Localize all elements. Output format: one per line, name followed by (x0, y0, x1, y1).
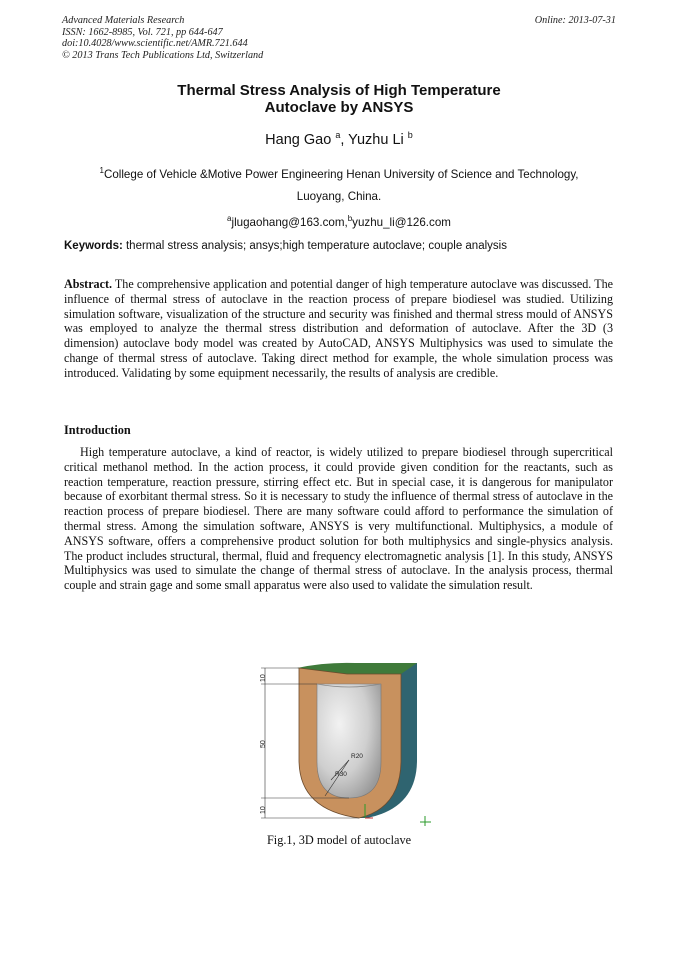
introduction-paragraph: High temperature autoclave, a kind of reactor, is widely utilized to prepare biodiesel through supercritical critical methanol method. In the action process, it could provide given condition for the reactants, such as reaction temperature, reaction pressure, stirring effect etc. But in special case, it is dangerous for manipulator because of exorbitant thermal stress. So it is necessary to study the influence of thermal stress of autoclave in the reaction process of prepare biodiesel. There are many software could afford to performance the simulation of thermal stress. Among the simulation software, ANSYS is very multifunctional. Multiphysics, a module of ANSYS software, offers a comprehensive product solution for both multiphysics and single-physics analysis. The product includes structural, thermal, fluid and frequency electromagnetic analysis [1]. In this study, ANSYS Multiphysics was used to simulate the change of thermal stress of autoclave. In the analysis process, thermal couple and strain gage and some small apparatus were also used to validate the simulation result. (64, 445, 613, 593)
dimension-label-top: 10 (260, 674, 267, 682)
keywords (64, 240, 624, 252)
online-date: Online: 2013-07-31 (534, 15, 616, 26)
page-header (62, 15, 616, 61)
dimension-label-bottom: 10 (260, 806, 267, 814)
section-heading-introduction: Introduction (64, 423, 131, 437)
affiliation-mark: 1 (99, 166, 104, 175)
inner-cavity (317, 684, 381, 798)
email-mark: a (227, 213, 232, 223)
author-list (62, 130, 616, 148)
email-b[interactable]: yuzhu_li@126.com (352, 215, 451, 229)
author-name: Hang Gao (265, 131, 332, 148)
affiliation-line-2: Luoyang, China. (296, 189, 382, 203)
autoclave-figure (255, 660, 435, 830)
email-a[interactable]: jlugaohang@163.com, (231, 215, 348, 229)
title-line-2: Autoclave by ANSYS (264, 99, 414, 116)
author-separator: , (340, 131, 349, 148)
title-line-1: Thermal Stress Analysis of High Temperature (177, 82, 501, 99)
keywords-text: thermal stress analysis; ansys;high temperature autoclave; couple analysis (122, 240, 507, 252)
dimension-label-middle: 50 (260, 740, 267, 748)
issn-line: ISSN: 1662-8985, Vol. 721, pp 644-647 (62, 26, 223, 38)
abstract-label: Abstract. (64, 277, 113, 291)
abstract (64, 277, 613, 381)
figure-caption: Fig.1, 3D model of autoclave (266, 833, 412, 847)
copyright-line: © 2013 Trans Tech Publications Ltd, Switzerland (62, 49, 264, 61)
author-affiliation-mark: a (335, 130, 341, 140)
affiliation (62, 160, 616, 234)
radius-label-inner: R20 (351, 753, 363, 760)
autoclave-3d-model (255, 660, 435, 830)
abstract-text: The comprehensive application and potential danger of high temperature autoclave was discussed. The influence of thermal stress of autoclave in the reaction process of prepare biodiesel was studied. Utilizing simulation software, visualization of the structure and security was finished and thermal stress mould of ANSYS was employed to analyze the thermal stress distribution and deformation of autoclave. After the 3D (3 dimension) autoclave body model was created by AutoCAD, ANSYS Multiphysics was used to simulate the change of thermal stress of autoclave. Taking direct method for example, the whole simulation process was introduced. Validating by some equipment necessarily, the results of analysis are credible. (64, 277, 613, 380)
doi-line: doi:10.4028/www.scientific.net/AMR.721.644 (62, 38, 248, 49)
affiliation-line-1: College of Vehicle &Motive Power Engineering Henan University of Science and Technology, (103, 167, 579, 181)
keywords-label: Keywords: (64, 240, 123, 252)
email-mark: b (347, 213, 353, 223)
paper-title (62, 82, 616, 116)
radius-label-outer: R30 (335, 771, 347, 778)
journal-name: Advanced Materials Research (62, 15, 185, 26)
email-line (62, 208, 616, 234)
author-name: Yuzhu Li (348, 131, 404, 148)
author-affiliation-mark: b (407, 130, 413, 140)
